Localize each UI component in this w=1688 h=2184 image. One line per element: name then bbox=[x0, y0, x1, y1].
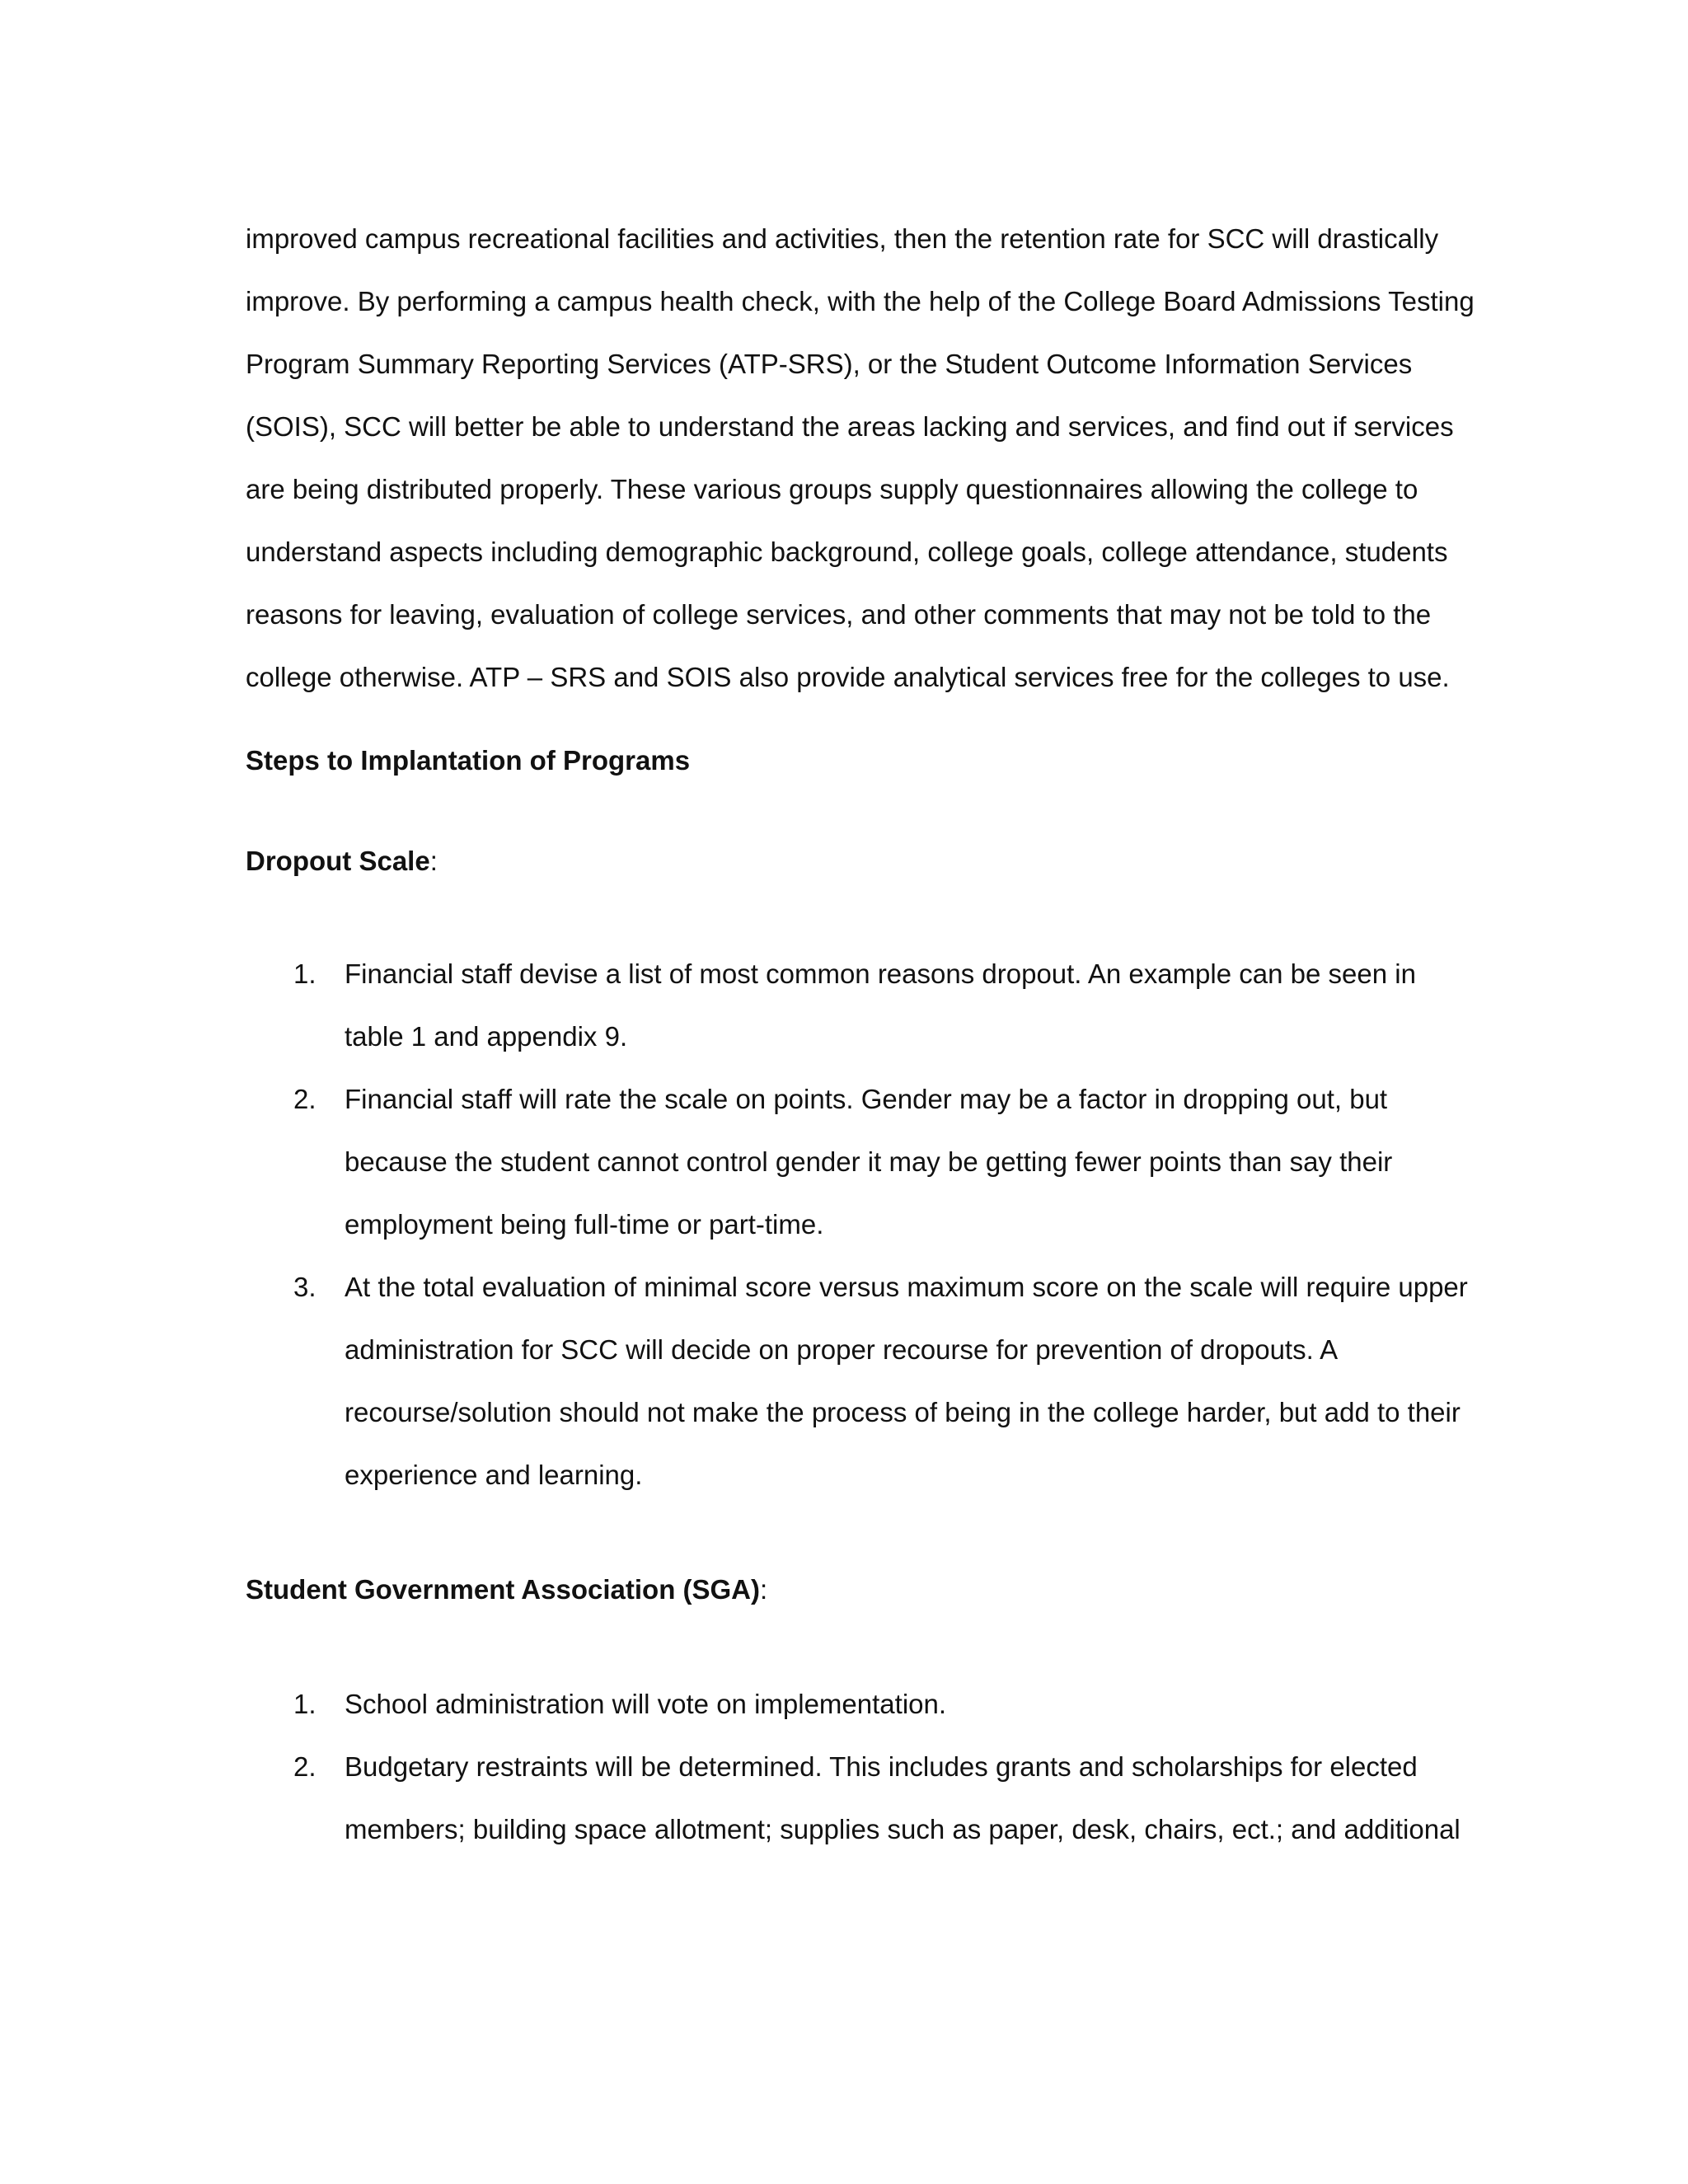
dropout-scale-heading-text: Dropout Scale bbox=[246, 846, 430, 876]
list-item bbox=[246, 1736, 1482, 1861]
list-item-text: Budgetary restraints will be determined. This includes grants and scholarships for elected members; building space allotment; supplies such as paper, desk, chairs, ect.; and additional bbox=[345, 1751, 1461, 1844]
intro-paragraph: improved campus recreational facilities and activities, then the retention rate for SCC will drastically improve. By performing a campus health check, with the help of the College Board Admissions Testing Program Summary Reporting Services (ATP-SRS), or the Student Outcome Information Services (SOIS), SCC will better be able to understand the areas lacking and services, and find out if services are being distributed properly. These various groups supply questionnaires allowing the college to understand aspects including demographic background, college goals, college attendance, students reasons for leaving, evaluation of college services, and other comments that may not be told to the college otherwise. ATP – SRS and SOIS also provide analytical services free for the colleges to use. bbox=[246, 223, 1475, 692]
list-item-number: 1. bbox=[293, 1689, 316, 1719]
list-item bbox=[246, 1256, 1482, 1507]
dropout-scale-heading bbox=[246, 842, 1482, 880]
list-item bbox=[246, 1673, 1482, 1736]
sga-heading-text: Student Government Association (SGA) bbox=[246, 1574, 761, 1605]
sga-steps-list bbox=[246, 1673, 1482, 1861]
list-item-text: Financial staff will rate the scale on points. Gender may be a factor in dropping out, but because the student cannot control gender it may be getting fewer points than say their employment being full-time or part-time. bbox=[345, 1084, 1393, 1240]
list-item-number: 1. bbox=[293, 958, 316, 989]
dropout-scale-heading-colon: : bbox=[429, 846, 438, 876]
page-content bbox=[246, 208, 1482, 1861]
list-item bbox=[246, 1068, 1482, 1256]
list-item bbox=[246, 943, 1482, 1068]
list-item-number: 2. bbox=[293, 1084, 316, 1114]
list-item-text: School administration will vote on implementation. bbox=[345, 1689, 947, 1719]
list-item-number: 2. bbox=[293, 1751, 316, 1782]
list-item-text: Financial staff devise a list of most common reasons dropout. An example can be seen in table 1 and appendix 9. bbox=[345, 958, 1416, 1052]
dropout-steps-list bbox=[246, 943, 1482, 1507]
steps-heading: Steps to Implantation of Programs bbox=[246, 745, 691, 776]
list-item-text: At the total evaluation of minimal score versus maximum score on the scale will require upper administration for SCC will decide on proper recourse for prevention of dropouts. A recourse/solution should not make the process of being in the college harder, but add to their experience and learning. bbox=[345, 1272, 1468, 1490]
sga-heading-colon: : bbox=[760, 1574, 768, 1605]
list-item-number: 3. bbox=[293, 1272, 316, 1302]
sga-heading bbox=[246, 1571, 1482, 1609]
